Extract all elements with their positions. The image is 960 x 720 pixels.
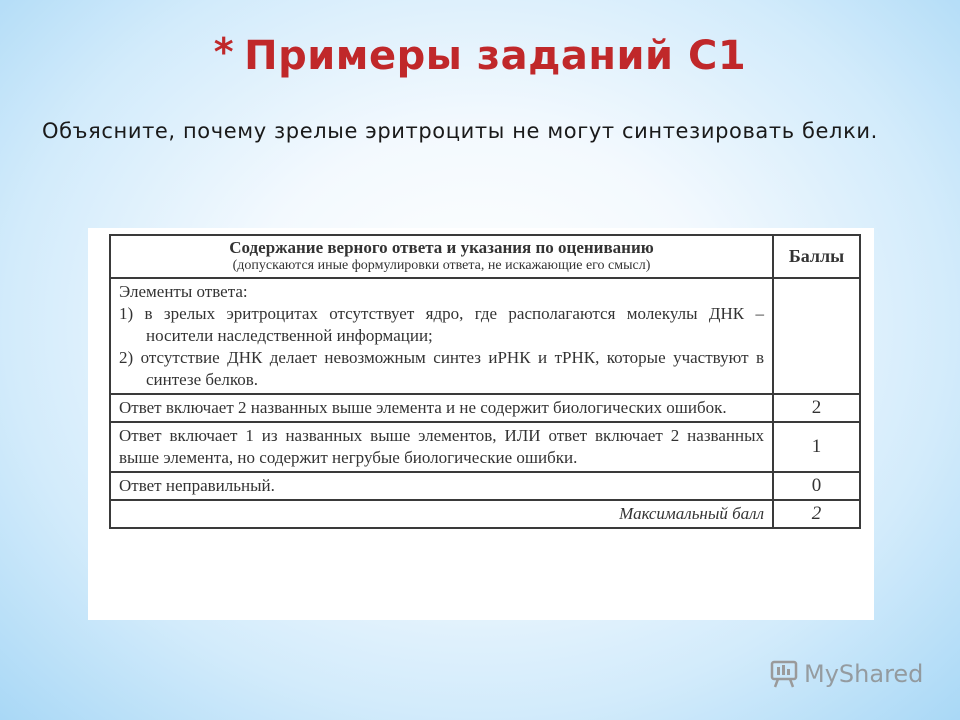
- header-note: (допускаются иные формулировки ответа, не искажающие его смысл): [232, 258, 651, 273]
- asterisk-icon: *: [213, 30, 235, 74]
- element-item: 1) в зрелых эритроцитах отсутствует ядро, где располагаются молекулы ДНК – носители наследственной информации;: [119, 304, 764, 345]
- table-row: [110, 394, 860, 422]
- criteria-cell: Ответ неправильный.: [110, 472, 773, 500]
- table-row: [110, 422, 860, 472]
- slide-title: [0, 30, 960, 79]
- answer-table: [109, 234, 861, 529]
- myshared-watermark: [768, 656, 928, 692]
- header-points-cell: Баллы: [773, 235, 860, 278]
- elements-label: Элементы ответа:: [119, 282, 248, 301]
- presentation-board-icon: [768, 658, 800, 690]
- table-row: [110, 472, 860, 500]
- element-item: 2) отсутствие ДНК делает невозможным синтез иРНК и тРНК, которые участвуют в синтезе белков.: [119, 348, 764, 389]
- max-score-label: Максимальный балл: [110, 500, 773, 528]
- criteria-cell: Ответ включает 2 названных выше элемента и не содержит биологических ошибок.: [110, 394, 773, 422]
- table-row: [110, 278, 860, 394]
- watermark-text: MyShared: [804, 660, 924, 688]
- header-content-label: Содержание верного ответа и указания по оцениванию: [229, 238, 654, 257]
- answer-table-image: [88, 228, 874, 620]
- table-header-row: [110, 235, 860, 278]
- question-text: Объясните, почему зрелые эритроциты не могут синтезировать белки.: [42, 119, 878, 143]
- points-cell: [773, 278, 860, 394]
- elements-cell: [110, 278, 773, 394]
- criteria-cell: Ответ включает 1 из названных выше элементов, ИЛИ ответ включает 2 названных выше элемента, но содержит негрубые биологические ошибки.: [110, 422, 773, 472]
- slide-title-text: Примеры заданий С1: [244, 33, 747, 79]
- max-score-value: 2: [773, 500, 860, 528]
- points-cell: 0: [773, 472, 860, 500]
- points-cell: 2: [773, 394, 860, 422]
- points-cell: 1: [773, 422, 860, 472]
- table-max-row: [110, 500, 860, 528]
- header-content-cell: [110, 235, 773, 278]
